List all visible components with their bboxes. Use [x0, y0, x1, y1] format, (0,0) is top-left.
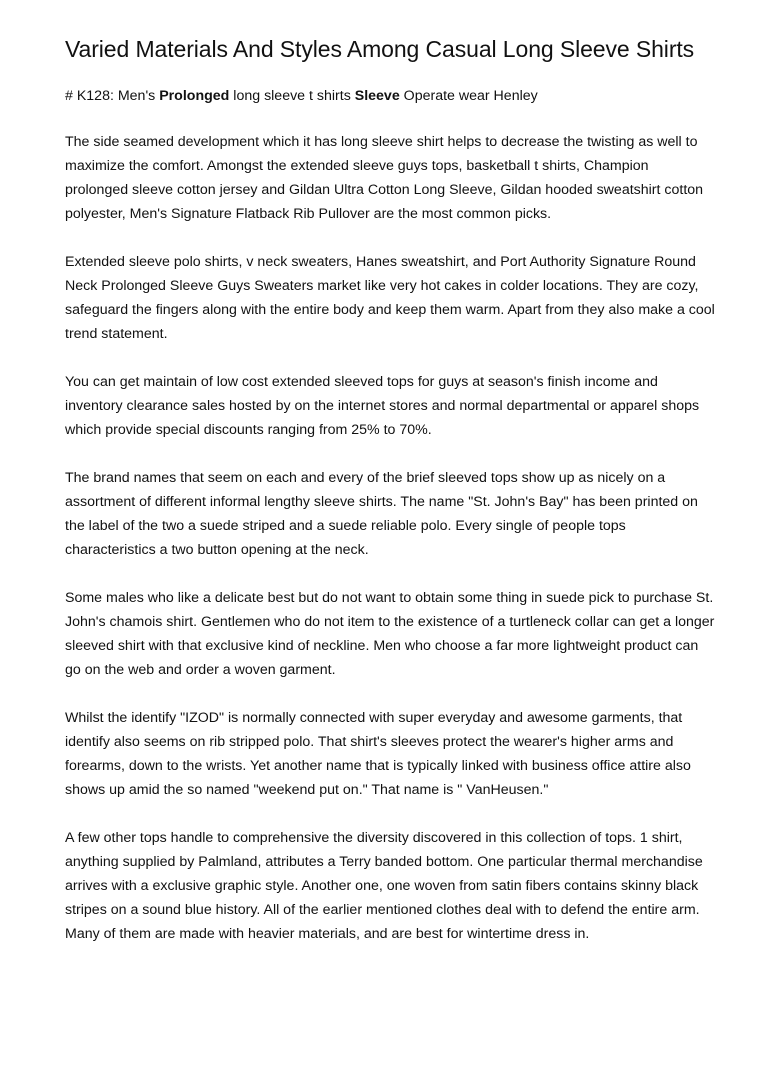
body-paragraph-5: Some males who like a delicate best but do not want to obtain some thing in suede pick to purchase St. John's chamois shirt. Gentlemen who do not item to the existence of a turtleneck collar can get a longer sleeved shirt with that exclusive kind of neckline. Men who choose a far more lightweight product can go on the web and order a woven garment.: [65, 590, 715, 678]
body-paragraph-3: You can get maintain of low cost extended sleeved tops for guys at season's finish income and inventory clearance sales hosted by on the internet stores and normal departmental or apparel shops which provide special discounts ranging from 25% to 70%.: [65, 374, 700, 438]
body-paragraph-7: A few other tops handle to comprehensive the diversity discovered in this collection of tops. 1 shirt, anything supplied by Palmland, attributes a Terry banded bottom. One particular thermal merchandise arrives with a exclusive graphic style. Another one, one woven from satin fibers contains skinny black stripes on a sound blue history. All of the earlier mentioned clothes deal with to defend the entire arm. Many of them are made with heavier materials, and are best for wintertime dress in.: [65, 830, 703, 942]
subtitle-text-1: # K128: Men's: [65, 88, 160, 104]
subtitle-text-3: Operate wear Henley: [399, 88, 538, 104]
body-paragraph-6: Whilst the identify "IZOD" is normally connected with super everyday and awesome garments, that identify also seems on rib stripped polo. That shirt's sleeves protect the wearer's higher arms and forearms, down to the wrists. Yet another name that is typically linked with business office attire also shows up amid the so named "weekend put on." That name is " VanHeusen.": [65, 710, 691, 798]
body-paragraph-4: The brand names that seem on each and every of the brief sleeved tops show up as nicely on a assortment of different informal lengthy sleeve shirts. The name "St. John's Bay" has been printed on the label of the two a suede striped and a suede reliable polo. Every single of people tops characteristics a two button opening at the neck.: [65, 470, 698, 558]
subtitle-bold-1: Prolonged: [159, 88, 230, 104]
subtitle-bold-2: Sleeve: [354, 88, 400, 104]
document-subtitle: [65, 86, 715, 106]
body-paragraph-1: The side seamed development which it has long sleeve shirt helps to decrease the twisting as well to maximize the comfort. Amongst the extended sleeve guys tops, basketball t shirts, Champion prolonged sleeve cotton jersey and Gildan Ultra Cotton Long Sleeve, Gildan hooded sweatshirt cotton polyester, Men's Signature Flatback Rib Pullover are the most common picks.: [65, 134, 704, 222]
document-title: Varied Materials And Styles Among Casual Long Sleeve Shirts: [65, 36, 695, 62]
document-page: [65, 38, 715, 946]
subtitle-text-2: long sleeve t shirts: [229, 88, 355, 104]
body-paragraph-2: Extended sleeve polo shirts, v neck sweaters, Hanes sweatshirt, and Port Authority Signature Round Neck Prolonged Sleeve Guys Sweaters market like very hot cakes in colder locations. They are cozy, safeguard the fingers along with the entire body and keep them warm. Apart from they also make a cool trend statement.: [65, 254, 715, 342]
